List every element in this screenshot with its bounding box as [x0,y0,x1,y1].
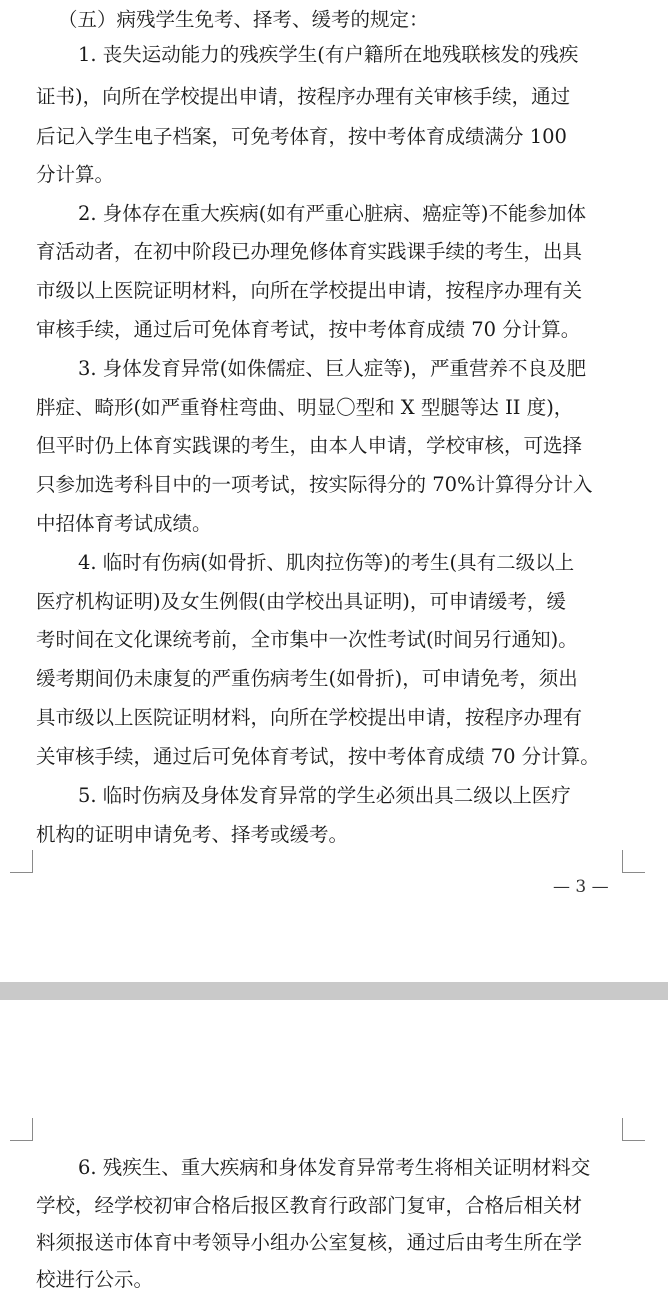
paragraph-1-line-2: 证书)，向所在学校提出申请，按程序办理有关审核手续，通过 [36,85,571,108]
paragraph-6-line-2: 学校，经学校初审合格后报区教育行政部门复审，合格后相关材 [36,1194,583,1217]
paragraph-3-line-3: 但平时仍上体育实践课的考生，由本人申请，学校审核，可选择 [36,434,583,457]
paragraph-4-line-1: 4. 临时有伤病(如骨折、肌肉拉伤等)的考生(具有二级以上 [78,551,575,574]
paragraph-2-line-2: 育活动者，在初中阶段已办理免修体育实践课手续的考生，出具 [36,240,583,263]
paragraph-1-line-1: 1. 丧失运动能力的残疾学生(有户籍所在地残联核发的残疾 [78,43,579,66]
paragraph-1-line-3: 后记入学生电子档案，可免考体育，按中考体育成绩满分 100 [36,125,567,148]
paragraph-3-line-4: 只参加选考科目中的一项考试，按实际得分的 70%计算得分计入 [36,473,593,496]
paragraph-6-line-3: 料须报送市体育中考领导小组办公室复核，通过后由考生所在学 [36,1231,583,1254]
page-number: — 3 — [553,877,609,897]
paragraph-3-line-1: 3. 身体发育异常(如侏儒症、巨人症等)，严重营养不良及肥 [78,357,587,380]
paragraph-2-line-4: 审核手续，通过后可免体育考试，按中考体育成绩 70 分计算。 [36,318,581,341]
margin-corner-mark-left [10,850,33,873]
paragraph-3-line-5: 中招体育考试成绩。 [36,512,212,535]
margin-corner-mark-right [622,850,645,873]
paragraph-2-line-1: 2. 身体存在重大疾病(如有严重心脏病、癌症等)不能参加体 [78,202,587,225]
section-heading: （五）病残学生免考、择考、缓考的规定： [58,8,429,31]
paragraph-4-line-5: 具市级以上医院证明材料，向所在学校提出申请，按程序办理有 [36,706,583,729]
paragraph-3-line-2: 胖症、畸形(如严重脊柱弯曲、明显〇型和 X 型腿等达 II 度)， [36,396,574,419]
document-page-4 [0,1000,668,1308]
paragraph-4-line-3: 考时间在文化课统考前，全市集中一次性考试(时间另行通知)。 [36,628,578,651]
margin-corner-mark-right [622,1118,645,1141]
paragraph-4-line-6: 关审核手续，通过后可免体育考试，按中考体育成绩 70 分计算。 [36,745,600,768]
page-separator [0,982,668,1000]
paragraph-6-line-1: 6. 残疾生、重大疾病和身体发育异常考生将相关证明材料交 [78,1156,591,1179]
paragraph-2-line-3: 市级以上医院证明材料，向所在学校提出申请，按程序办理有关 [36,279,583,302]
paragraph-6-line-4: 校进行公示。 [36,1268,154,1291]
paragraph-1-line-4: 分计算。 [36,163,115,186]
margin-corner-mark-left [10,1118,33,1141]
paragraph-5-line-2: 机构的证明申请免考、择考或缓考。 [36,823,349,846]
paragraph-5-line-1: 5. 临时伤病及身体发育异常的学生必须出具二级以上医疗 [78,784,571,807]
paragraph-4-line-4: 缓考期间仍未康复的严重伤病考生(如骨折)，可申请免考，须出 [36,667,578,690]
paragraph-4-line-2: 医疗机构证明)及女生例假(由学校出具证明)，可申请缓考，缓 [36,590,566,613]
